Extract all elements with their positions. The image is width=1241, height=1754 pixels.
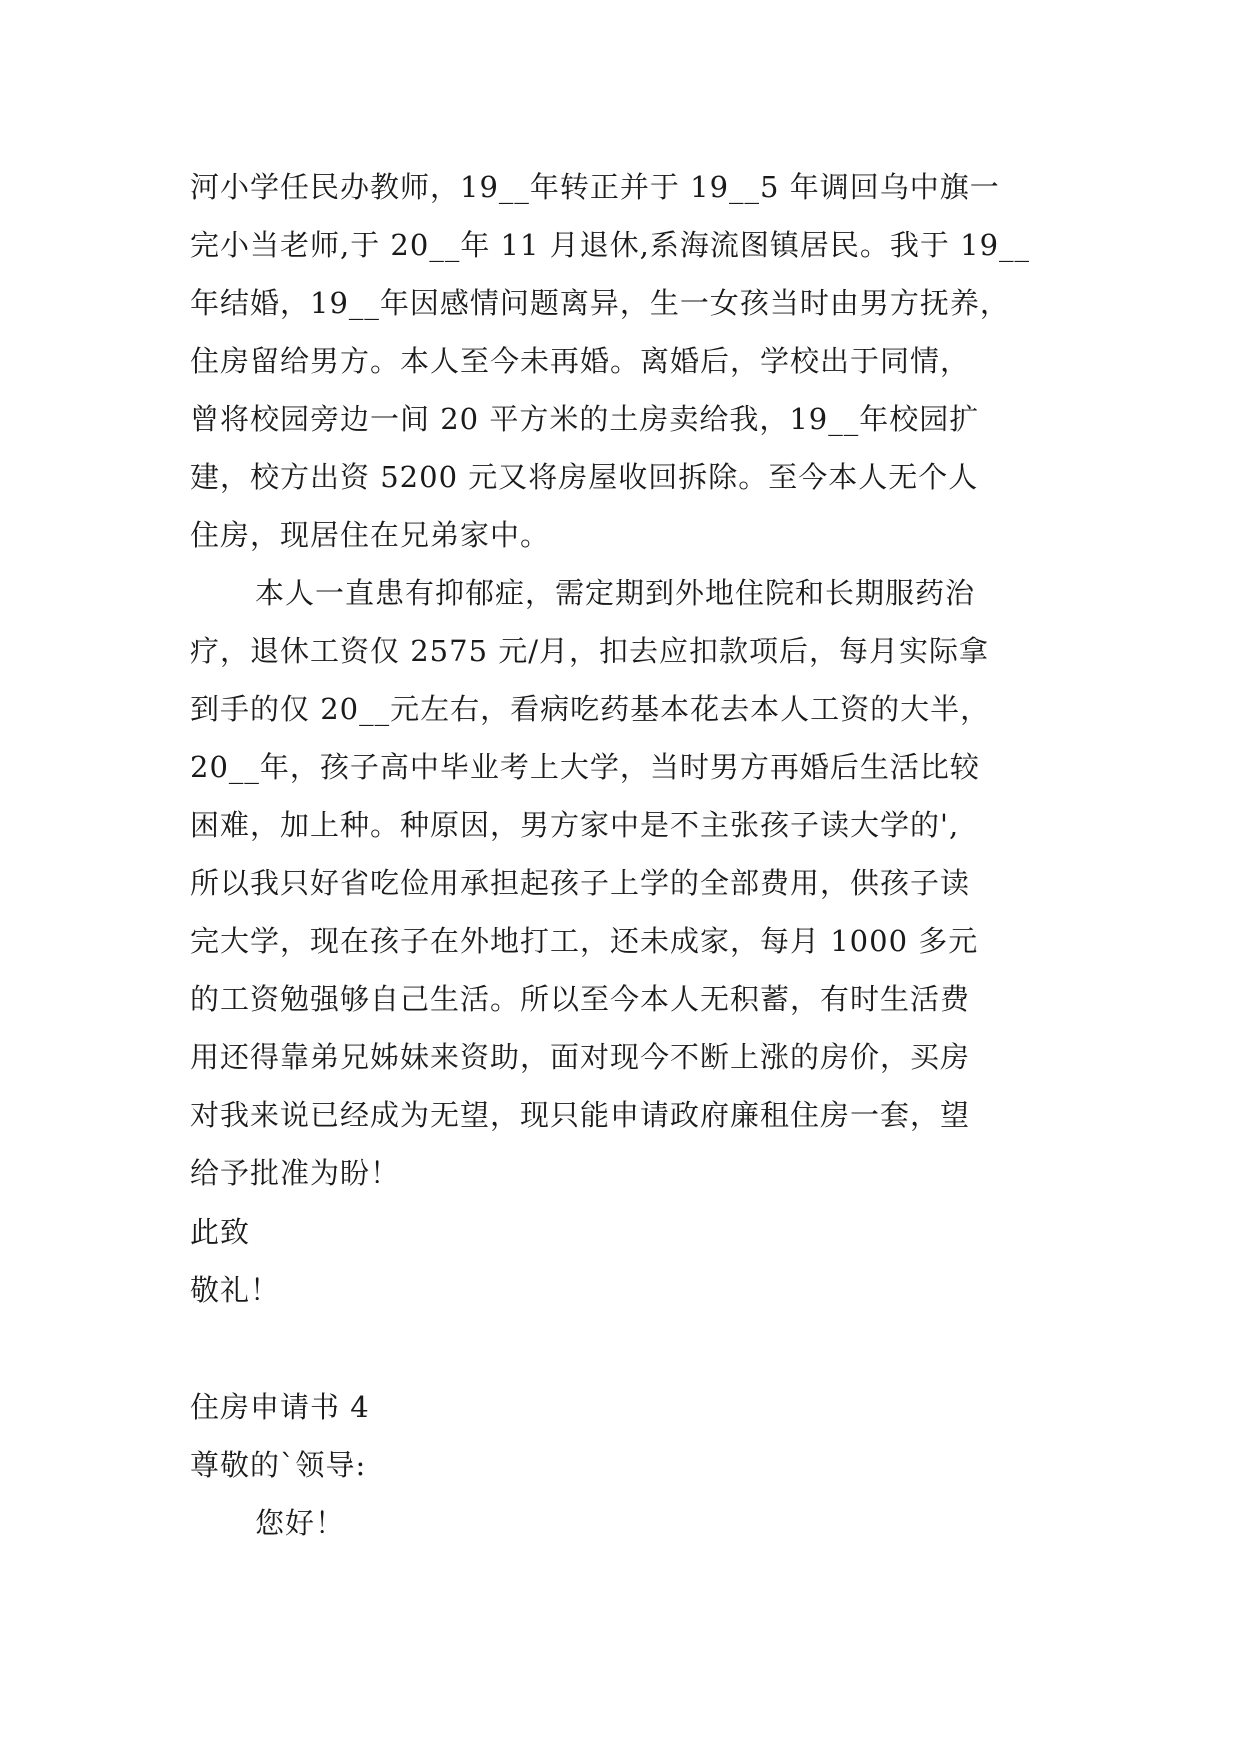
text-line: 到手的仅 20__元左右，看病吃药基本花去本人工资的大半， [190, 692, 991, 726]
text-line: 20__年，孩子高中毕业考上大学，当时男方再婚后生活比较 [190, 750, 980, 784]
greeting: 您好！ [255, 1506, 346, 1540]
text-line: 困难，加上种。种原因，男方家中是不主张孩子读大学的', [190, 808, 960, 842]
text-line: 的工资勉强够自己生活。所以至今本人无积蓄，有时生活费 [190, 982, 971, 1016]
text-line: 曾将校园旁边一间 20 平方米的土房卖给我，19__年校园扩 [190, 402, 980, 436]
text-line: 完大学，现在孩子在外地打工，还未成家，每月 1000 多元 [190, 924, 979, 958]
text-line: 建，校方出资 5200 元又将房屋收回拆除。至今本人无个人 [190, 460, 979, 494]
text-line: 住房，现居住在兄弟家中。 [190, 518, 551, 552]
text-line: 给予批准为盼！ [190, 1156, 401, 1190]
text-line: 完小当老师,于 20__年 11 月退休,系海流图镇居民。我于 19__ [190, 228, 1031, 262]
text-line: 对我来说已经成为无望，现只能申请政府廉租住房一套，望 [190, 1098, 971, 1132]
text-line: 所以我只好省吃俭用承担起孩子上学的全部费用，供孩子读 [190, 866, 971, 900]
paragraph-1 [190, 158, 1070, 564]
text-line: 本人一直患有抑郁症，需定期到外地住院和长期服药治 [255, 576, 976, 610]
text-line: 河小学任民办教师，19__年转正并于 19__5 年调回乌中旗一 [190, 170, 1000, 204]
closing-line-1: 此致 [190, 1215, 251, 1249]
paragraph-2 [190, 564, 1070, 1202]
section-2 [190, 1378, 1070, 1552]
closing [190, 1203, 1070, 1319]
text-line: 年结婚，19__年因感情问题离异，生一女孩当时由男方抚养， [190, 286, 1010, 320]
salutation: 尊敬的`领导: [190, 1448, 367, 1482]
section-title: 住房申请书 4 [190, 1390, 370, 1424]
text-line: 疗，退休工资仅 2575 元/月，扣去应扣款项后，每月实际拿 [190, 634, 990, 668]
text-line: 用还得靠弟兄姊妹来资助，面对现今不断上涨的房价，买房 [190, 1040, 971, 1074]
closing-line-2: 敬礼！ [190, 1273, 281, 1307]
text-line: 住房留给男方。本人至今未再婚。离婚后，学校出于同情， [190, 344, 971, 378]
